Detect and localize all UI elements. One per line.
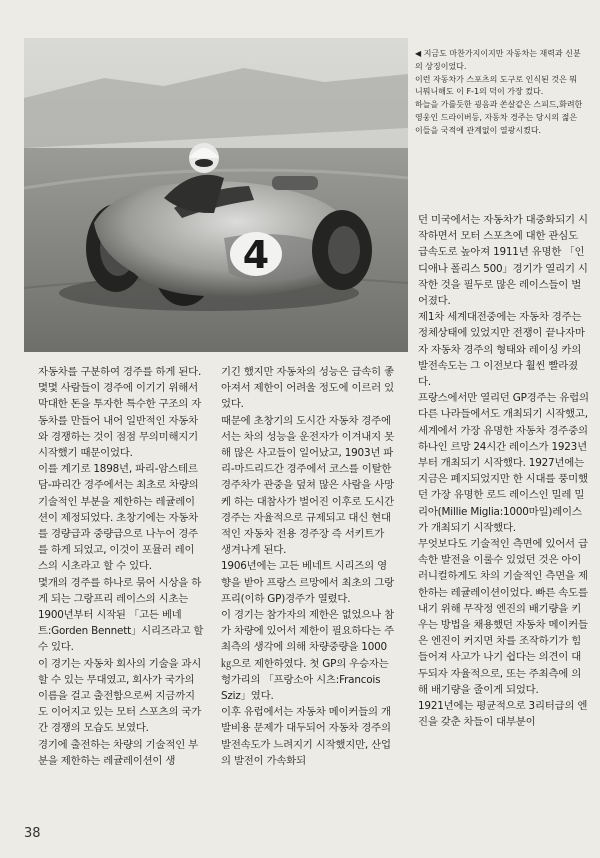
car-number: 4 xyxy=(242,233,270,277)
paragraph: 몇개의 경주를 하나로 묶어 시상을 하게 되는 그랑프리 레이스의 시초는 1900년부터 시작된 「고든 베네트:Gorden Bennett」시리즈라고 할 수 있다. xyxy=(38,576,204,654)
text-column-right xyxy=(418,212,590,731)
caption-line: ◀ 지금도 마찬가지이지만 자동차는 재력과 신분의 상징이었다. xyxy=(415,49,581,71)
paragraph: 1921년에는 평균적으로 3리터급의 엔진을 갖춘 차들이 대부분이 xyxy=(418,700,588,729)
photo-caption xyxy=(415,48,583,138)
paragraph: 자동차를 구분하여 경주를 하게 된다. 몇몇 사람들이 경주에 이기기 위해서 막대한 돈을 투자한 특수한 구조의 자동차를 만들어 내어 일반적인 자동차와 경쟁하는 것이 점점 무의미해지기 시작했기 때문이었다. xyxy=(38,366,202,460)
paragraph: 이 경기는 참가자의 제한은 없었으나 참가 차량에 있어서 제한이 필요하다는 주최측의 생각에 의해 차량중량을 1000㎏으로 제한하였다. 첫 GP의 우승자는 헝가리의 「프랑소아 시츠:Francois Sziz」였다. xyxy=(221,609,394,703)
page-number: 38 xyxy=(24,826,41,841)
racing-photo xyxy=(24,38,408,352)
paragraph: 이를 계기로 1898년, 파리-암스테르담-파리간 경주에서는 최초로 차량의 기술적인 부분을 제한하는 레귤레이션이 제정되었다. 초창기에는 자동차를 경량급과 중량급으로 나누어 경주를 하게 되었고, 이것이 포뮬러 레이스의 시초라고 할 수 있다. xyxy=(38,463,199,573)
paragraph: 1906년에는 고든 베네트 시리즈의 영향을 받아 프랑스 르망에서 최초의 그랑프리(이하 GP)경주가 열렸다. xyxy=(221,560,394,605)
text-column-middle xyxy=(221,364,396,769)
paragraph: 던 미국에서는 자동차가 대중화되기 시작하면서 모터 스포츠에 대한 관심도 급속도로 높아져 1911년 유명한 「인디애나 폴리스 500」경기가 열리기 시작한 것을 필두로 많은 레이스들이 벌어졌다. xyxy=(418,214,588,308)
paragraph: 때문에 초창기의 도시간 자동차 경주에서는 차의 성능을 운전자가 이겨내지 못해 많은 사고들이 일어났고, 1903년 파리-마드리드간 경주에서 코스를 이탈한 경주차가 관중을 덮쳐 많은 사람을 사망케 하는 대참사가 벌어진 이후로 도시간 경주는 자율적으로 규제되고 대신 현대적인 자동차 전용 경주장 즉 서키트가 생겨나게 된다. xyxy=(221,414,394,557)
text-column-left xyxy=(38,364,204,769)
paragraph: 이 경기는 자동차 회사의 기술을 과시할 수 있는 무대였고, 회사가 국가의 이름을 걸고 출전함으로써 지금까지도 이어지고 있는 모터 스포츠의 국가간 경쟁의 모습도 보였다. xyxy=(38,657,202,735)
paragraph: 기긴 했지만 자동차의 성능은 급속히 좋아져서 제한이 어려울 정도에 이르러 있었다. xyxy=(221,366,394,411)
paragraph: 프랑스에서만 열리던 GP경주는 유럽의 다른 나라들에서도 개최되기 시작했고, 세계에서 가장 유명한 자동차 경주중의 하나인 르망 24시간 레이스가 1923년부터 개최되기 시작했다. 1927년에는 지금은 폐지되었지만 한 시대를 풍미했던 가장 유명한 로드 레이스인 밀레 밀리아(Millie Miglia:1000마일)레이스가 개최되기 시작했다. xyxy=(418,392,589,534)
racing-car-illustration xyxy=(24,38,408,352)
paragraph: 이후 유럽에서는 자동차 메이커들의 개발비용 문제가 대두되어 자동차 경주의 발전속도가 느려지기 시작했지만, 산업의 발전이 가속화되 xyxy=(221,706,391,767)
paragraph: 경기에 출전하는 차량의 기술적인 부분을 제한하는 레귤레이션이 생 xyxy=(38,738,198,767)
caption-line: 하늘을 가를듯한 굉음과 쏜살같은 스피드,화려한 영웅인 드라이버등, 자동차 경주는 당시의 젊은이들을 국적에 관계없이 열광시켰다. xyxy=(415,100,583,135)
paragraph: 무엇보다도 기술적인 측면에 있어서 급속한 발전을 이룰수 있었던 것은 아이러니컬하게도 차의 기술적인 측면을 제한하는 레귤레이션이었다. 빠른 속도를 내기 위해 무작정 엔진의 배기량을 키우는 방법을 채용했던 자동차 메이커들은 엔진이 커지면 차를 조작하기가 힘들어져 사고가 나기 쉽다는 의견이 대두되자 자율적으로, 또는 주최측에 의해 배기량을 줄이게 되었다. xyxy=(418,538,588,696)
caption-line: 이런 자동차가 스포츠의 도구로 인식된 것은 뭐니뭐니해도 이 F-1의 덕이 가장 컸다. xyxy=(415,74,578,97)
paragraph: 제1차 세계대전중에는 자동차 경주는 정체상태에 있었지만 전쟁이 끝나자마자 자동차 경주의 형태와 레이싱 카의 발전속도는 그 이전보다 훨씬 빨라졌다. xyxy=(418,311,585,389)
